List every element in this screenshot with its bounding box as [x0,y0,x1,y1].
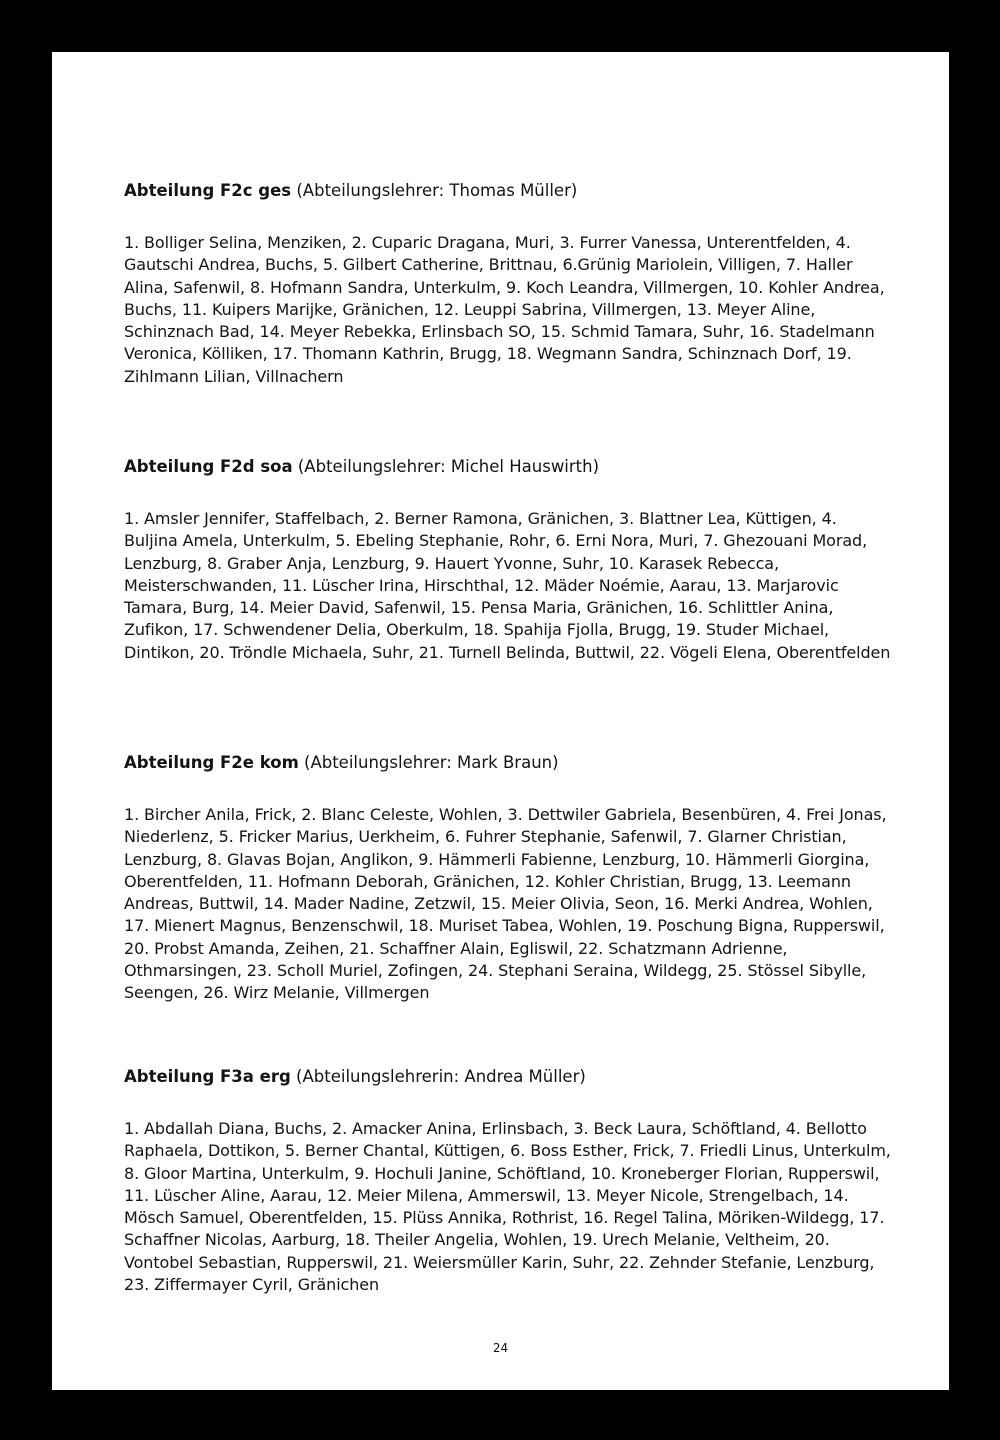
section-heading [124,456,894,478]
document-page [52,52,949,1390]
section-heading [124,752,894,774]
teacher-name: (Abteilungslehrerin: Andrea Müller) [296,1067,586,1086]
teacher-name: (Abteilungslehrer: Thomas Müller) [296,181,578,200]
section-heading [124,1066,894,1088]
section-f2c [124,180,894,388]
teacher-name: (Abteilungslehrer: Michel Hauswirth) [297,457,600,476]
department-title: Abteilung F2d soa [124,457,293,476]
teacher-name: (Abteilungslehrer: Mark Braun) [304,753,559,772]
section-f3a [124,1066,894,1296]
student-list: 1. Bolliger Selina, Menziken, 2. Cuparic Dragana, Muri, 3. Furrer Vanessa, Unterentfelden, 4. Gautschi Andrea, Buchs, 5. Gilbert Catherine, Brittnau, 6.Grünig Mariolein, Villigen, 7. Haller Alina, Safenwil, 8. Hofmann Sandra, Unterkulm, 9. Koch Leandra, Villmergen, 10. Kohler Andrea, Buchs, 11. Kuipers Marijke, Gränichen, 12. Leuppi Sabrina, Villmergen, 13. Meyer Aline, Schinznach Bad, 14. Meyer Rebekka, Erlinsbach SO, 15. Schmid Tamara, Suhr, 16. Stadelmann Veronica, Kölliken, 17. Thomann Kathrin, Brugg, 18. Wegmann Sandra, Schinznach Dorf, 19. Zihlmann Lilian, Villnachern [124,233,885,386]
page-number: 24 [492,1341,509,1355]
department-title: Abteilung F3a erg [124,1067,291,1086]
student-list: 1. Amsler Jennifer, Staffelbach, 2. Berner Ramona, Gränichen, 3. Blattner Lea, Küttigen, 4. Buljina Amela, Unterkulm, 5. Ebeling Stephanie, Rohr, 6. Erni Nora, Muri, 7. Ghezouani Morad, Lenzburg, 8. Graber Anja, Lenzburg, 9. Hauert Yvonne, Suhr, 10. Karasek Rebecca, Meisterschwanden, 11. Lüscher Irina, Hirschthal, 12. Mäder Noémie, Aarau, 13. Marjarovic Tamara, Burg, 14. Meier David, Safenwil, 15. Pensa Maria, Gränichen, 16. Schlittler Anina, Zufikon, 17. Schwendener Delia, Oberkulm, 18. Spahija Fjolla, Brugg, 19. Studer Michael, Dintikon, 20. Tröndle Michaela, Suhr, 21. Turnell Belinda, Buttwil, 22. Vögeli Elena, Oberentfelden [124,509,891,662]
student-list: 1. Abdallah Diana, Buchs, 2. Amacker Anina, Erlinsbach, 3. Beck Laura, Schöftland, 4. Bellotto Raphaela, Dottikon, 5. Berner Chantal, Küttigen, 6. Boss Esther, Frick, 7. Friedli Linus, Unterkulm, 8. Gloor Martina, Unterkulm, 9. Hochuli Janine, Schöftland, 10. Kroneberger Florian, Rupperswil, 11. Lüscher Aline, Aarau, 12. Meier Milena, Ammerswil, 13. Meyer Nicole, Strengelbach, 14. Mösch Samuel, Oberentfelden, 15. Plüss Annika, Rothrist, 16. Regel Talina, Möriken-Wildegg, 17. Schaffner Nicolas, Aarburg, 18. Theiler Angelia, Wohlen, 19. Urech Melanie, Veltheim, 20. Vontobel Sebastian, Rupperswil, 21. Weiersmüller Karin, Suhr, 22. Zehnder Stefanie, Lenzburg, 23. Ziffermayer Cyril, Gränichen [124,1119,891,1295]
section-heading [124,180,894,202]
department-title: Abteilung F2c ges [124,181,292,200]
section-f2d [124,456,894,664]
section-f2e [124,752,894,1005]
department-title: Abteilung F2e kom [124,753,299,772]
student-list: 1. Bircher Anila, Frick, 2. Blanc Celeste, Wohlen, 3. Dettwiler Gabriela, Besenbüren, 4. Frei Jonas, Niederlenz, 5. Fricker Marius, Uerkheim, 6. Fuhrer Stephanie, Safenwil, 7. Glarner Christian, Lenzburg, 8. Glavas Bojan, Anglikon, 9. Hämmerli Fabienne, Lenzburg, 10. Hämmerli Giorgina, Oberentfelden, 11. Hofmann Deborah, Gränichen, 12. Kohler Christian, Brugg, 13. Leemann Andreas, Buttwil, 14. Mader Nadine, Zetzwil, 15. Meier Olivia, Seon, 16. Merki Andrea, Wohlen, 17. Mienert Magnus, Benzenschwil, 18. Muriset Tabea, Wohlen, 19. Poschung Bigna, Rupperswil, 20. Probst Amanda, Zeihen, 21. Schaffner Alain, Egliswil, 22. Schatzmann Adrienne, Othmarsingen, 23. Scholl Muriel, Zofingen, 24. Stephani Seraina, Wildegg, 25. Stössel Sibylle, Seengen, 26. Wirz Melanie, Villmergen [124,805,887,1003]
